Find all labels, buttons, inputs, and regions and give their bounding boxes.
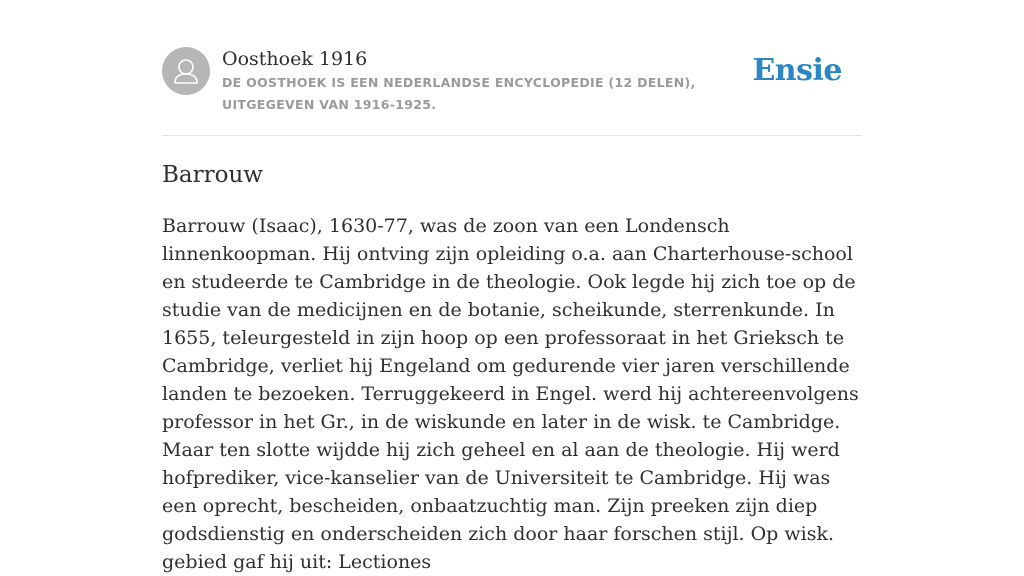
header-divider [162, 135, 862, 136]
user-icon [162, 47, 210, 95]
source-title[interactable]: Oosthoek 1916 [222, 48, 368, 70]
source-description: DE OOSTHOEK IS EEN NEDERLANDSE ENCYCLOPEDIE (12 DELEN), UITGEGEVEN VAN 1916-1925. [222, 75, 696, 112]
avatar[interactable] [162, 47, 210, 95]
brand-logo[interactable]: Ensie [752, 53, 842, 88]
article-title: Barrouw [162, 162, 263, 188]
source-info [222, 47, 762, 116]
source-header [162, 47, 862, 115]
article-body: Barrouw (Isaac), 1630-77, was de zoon van een Londensch linnenkoopman. Hij ontving zijn opleiding o.a. aan Charterhouse-school en studeerde te Cambridge in de theologie. Ook legde hij zich toe op de studie van de medicijnen en de botanie, scheikunde, sterrenkunde. In 1655, teleurgesteld in zijn hoop op een professoraat in het Grieksch te Cambridge, verliet hij Engeland om gedurende vier jaren verschillende landen te bezoeken. Terruggekeerd in Engel. werd hij achtereenvolgens professor in het Gr., in de wiskunde en later in de wisk. te Cambridge. Maar ten slotte wijdde hij zich geheel en al aan de theologie. Hij werd hofprediker, vice-kanselier van de Universiteit te Cambridge. Hij was een oprecht, bescheiden, onbaatzuchtig man. Zijn preeken zijn diep godsdienstig en onderscheiden zich door haar forschen stijl. Op wisk. gebied gaf hij uit: Lectiones [162, 215, 859, 573]
